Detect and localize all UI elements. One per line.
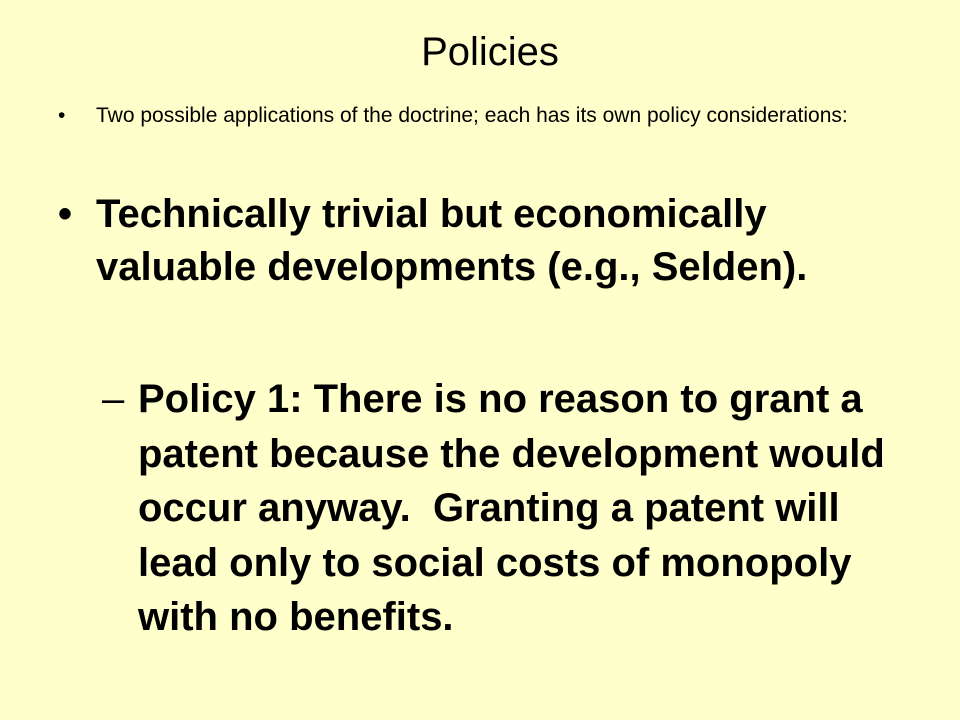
bullet-text: Two possible applications of the doctrine; each has its own policy considerations: (96, 104, 848, 127)
sub-bullet-policy-1 (102, 372, 898, 645)
bullet-item-trivial-developments (58, 188, 916, 294)
bullet-marker: • (58, 192, 73, 236)
bullet-marker: • (58, 104, 66, 127)
bullet-item-applications (58, 100, 856, 132)
sub-bullet-marker: – (102, 377, 125, 421)
slide-title: Policies (421, 30, 559, 74)
sub-bullet-text: Policy 1: There is no reason to grant a patent because the development would occur anyway. Granting a patent will lead only to social costs of monopoly with no benefits. (138, 377, 896, 639)
bullet-text: Technically trivial but economically valuable developments (e.g., Selden). (96, 192, 808, 289)
